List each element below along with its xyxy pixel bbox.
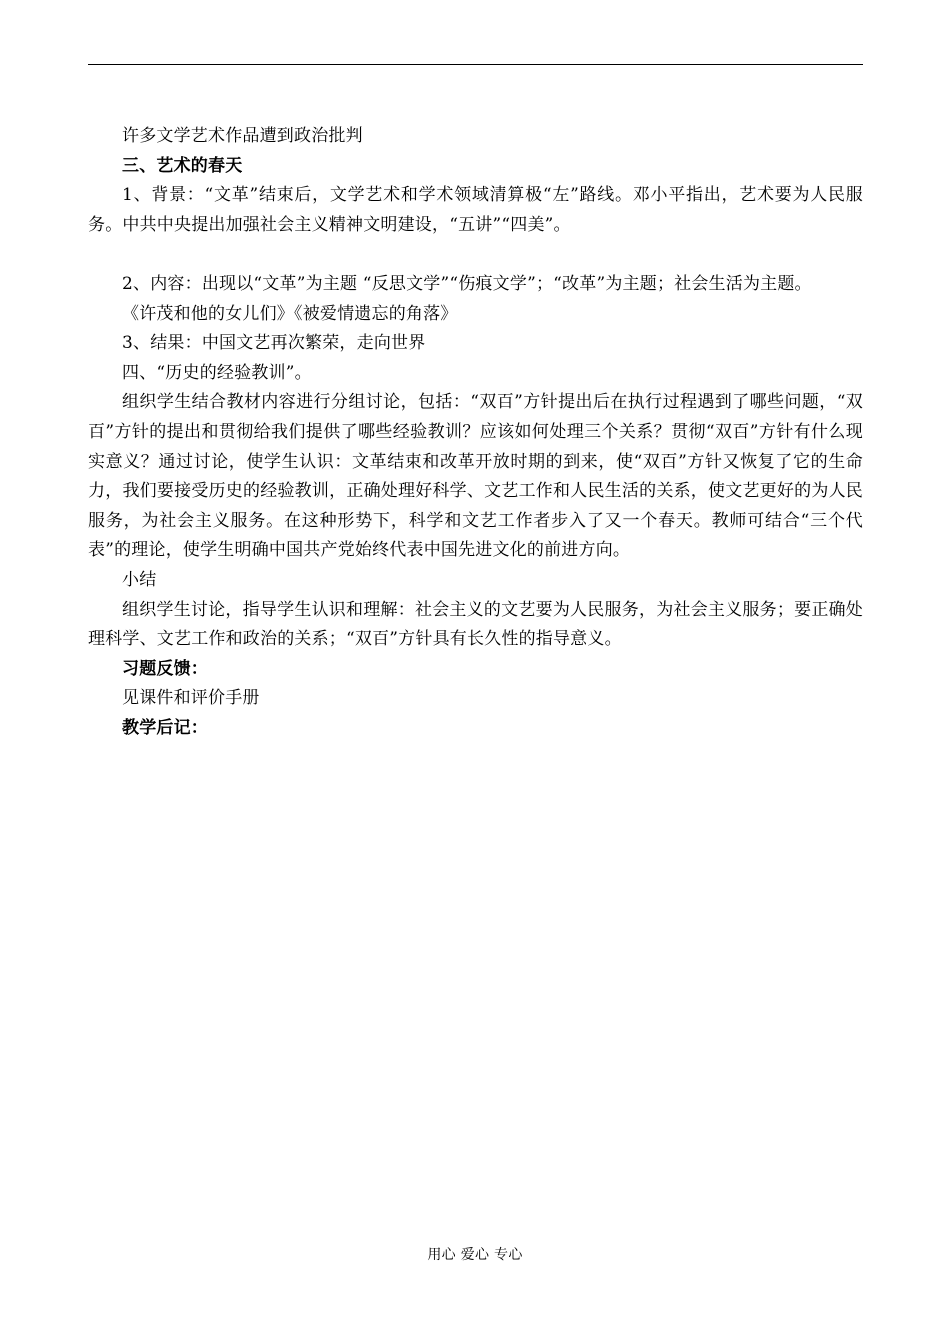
header-rule <box>88 64 863 65</box>
paragraph-political-criticism: 许多文学艺术作品遭到政治批判 <box>122 126 363 146</box>
page-footer: 用心 爱心 专心 <box>427 1247 523 1263</box>
paragraph-exercise: 见课件和评价手册 <box>122 688 260 709</box>
heading-teaching-notes: 教学后记： <box>122 717 208 738</box>
paragraph-content: 2、内容：出现以“文革”为主题 “反思文学”“伤痕文学”；“改革”为主题；社会生活为主题。 <box>122 273 812 294</box>
paragraph-summary-label: 小结 <box>122 569 157 590</box>
section-heading-spring-of-art: 三、艺术的春天 <box>122 155 243 176</box>
paragraph-works: 《许茂和他的女儿们》《被爱情遗忘的角落》 <box>122 303 458 324</box>
document-body <box>88 122 863 743</box>
paragraph-summary: 组织学生讨论，指导学生认识和理解：社会主义的文艺要为人民服务，为社会主义服务；要正确处理科学、文艺工作和政治的关系；“双百”方针具有长久性的指导意义。 <box>88 599 863 650</box>
section-heading-lessons: 四、“历史的经验教训”。 <box>122 362 312 383</box>
paragraph-discussion: 组织学生结合教材内容进行分组讨论，包括：“双百”方针提出后在执行过程遇到了哪些问题，“双百”方针的提出和贯彻给我们提供了哪些经验教训？应该如何处理三个关系？贯彻“双百”方针有什么现实意义？通过讨论，使学生认识：文革结束和改革开放时期的到来，使“双百”方针又恢复了它的生命力，我们要接受历史的经验教训，正确处理好科学、文艺工作和人民生活的关系，使文艺更好的为人民服务，为社会主义服务。在这种形势下，科学和文艺工作者步入了又一个春天。教师可结合“三个代表”的理论，使学生明确中国共产党始终代表中国先进文化的前进方向。 <box>88 392 863 561</box>
heading-exercise-feedback: 习题反馈： <box>122 658 208 679</box>
paragraph-result: 3、结果：中国文艺再次繁荣，走向世界 <box>122 333 426 354</box>
paragraph-background: 1、背景：“文革”结束后，文学艺术和学术领域清算极“左”路线。邓小平指出，艺术要为人民服务。中共中央提出加强社会主义精神文明建设，“五讲”“四美”。 <box>88 185 863 235</box>
